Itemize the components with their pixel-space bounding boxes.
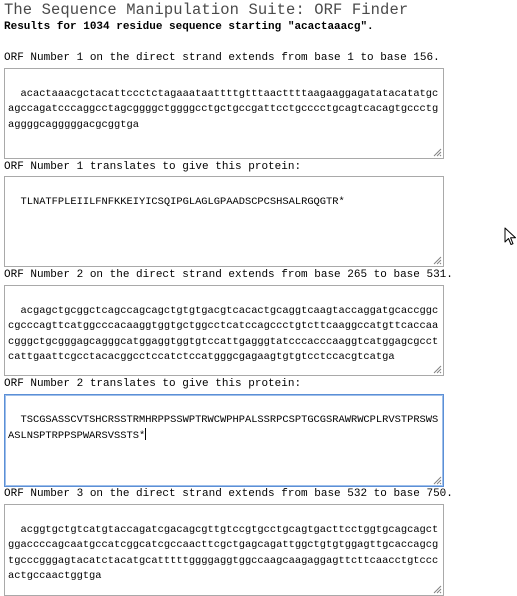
orf2-label: ORF Number 2 on the direct strand extends from base 265 to base 531. [4, 269, 453, 281]
resize-grip-icon[interactable] [433, 148, 442, 157]
resize-grip-icon[interactable] [433, 256, 442, 265]
orf1-protein-text: TLNATFPLEIILFNFKKEIYICSQIPGLAGLGPAADSCPCSHSALRGQGTR* [20, 195, 345, 208]
resize-grip-icon[interactable] [433, 476, 442, 485]
orf2-protein-label: ORF Number 2 translates to give this protein: [4, 378, 302, 390]
orf2-protein-textarea[interactable] [4, 394, 444, 487]
resize-grip-icon[interactable] [433, 365, 442, 374]
orf1-sequence-textarea[interactable] [4, 68, 444, 159]
text-caret [145, 428, 146, 440]
orf2-sequence-textarea[interactable] [4, 285, 444, 376]
orf1-label: ORF Number 1 on the direct strand extends from base 1 to base 156. [4, 52, 440, 64]
orf1-protein-textarea[interactable] [4, 176, 444, 267]
mouse-pointer-icon [504, 227, 517, 247]
orf1-protein-label: ORF Number 1 translates to give this protein: [4, 161, 302, 173]
page-title: The Sequence Manipulation Suite: ORF Finder [4, 1, 409, 19]
results-summary: Results for 1034 residue sequence starting "acactaaacg". [4, 21, 374, 33]
orf2-sequence-text: acgagctgcggctcagccagcagctgtgtgacgtcacactgcaggtcaagtaccaggatgcaccggccgcccagttcatggcccacaaggtggtgctggcctcatccagccctgtcttcaaggccatgttcaccaacgggctgcgggagcagggcatggaggtggtgtccattgagggtatcccacccaaggtcatggagcgcctcattgaattcgcctacacggcctccatctccatgggcgagaagtgtgtcctccacgtcatga [8, 304, 439, 363]
orf3-sequence-textarea[interactable] [4, 504, 444, 596]
resize-grip-icon[interactable] [433, 585, 442, 594]
orf3-label: ORF Number 3 on the direct strand extends from base 532 to base 750. [4, 488, 453, 500]
orf3-sequence-text: acggtgctgtcatgtaccagatcgacagcgttgtccgtgcctgcagtgacttcctggtgcagcagctggaccccagcaatgccatcggcatcgccaacttcgctgagcagattggctgtgtggagttgcaccagcgtgcccgggagtacatctacatgcatttttggggaggtggccaagcaagaggagttcttcaacctgtcccactgccaactggtga [8, 523, 439, 582]
orf2-protein-text: TSCGSASSCVTSHCRSSTRMHRPPSSWPTRWCWPHPALSSRPCSPTGCGSRAWRWCPLRVSTPRSWSASLNSPTRPPSPWARSVSSTS* [8, 413, 439, 442]
orf1-sequence-text: acactaaacgctacattccctctagaaataattttgtttaacttttaagaaggagatatacatatgcagccagatcccaggcctagcggggctggggcctgctgccgattcctgcccctgcagtcacagtgccctgaggggcagggggacgcggtga [8, 87, 439, 131]
